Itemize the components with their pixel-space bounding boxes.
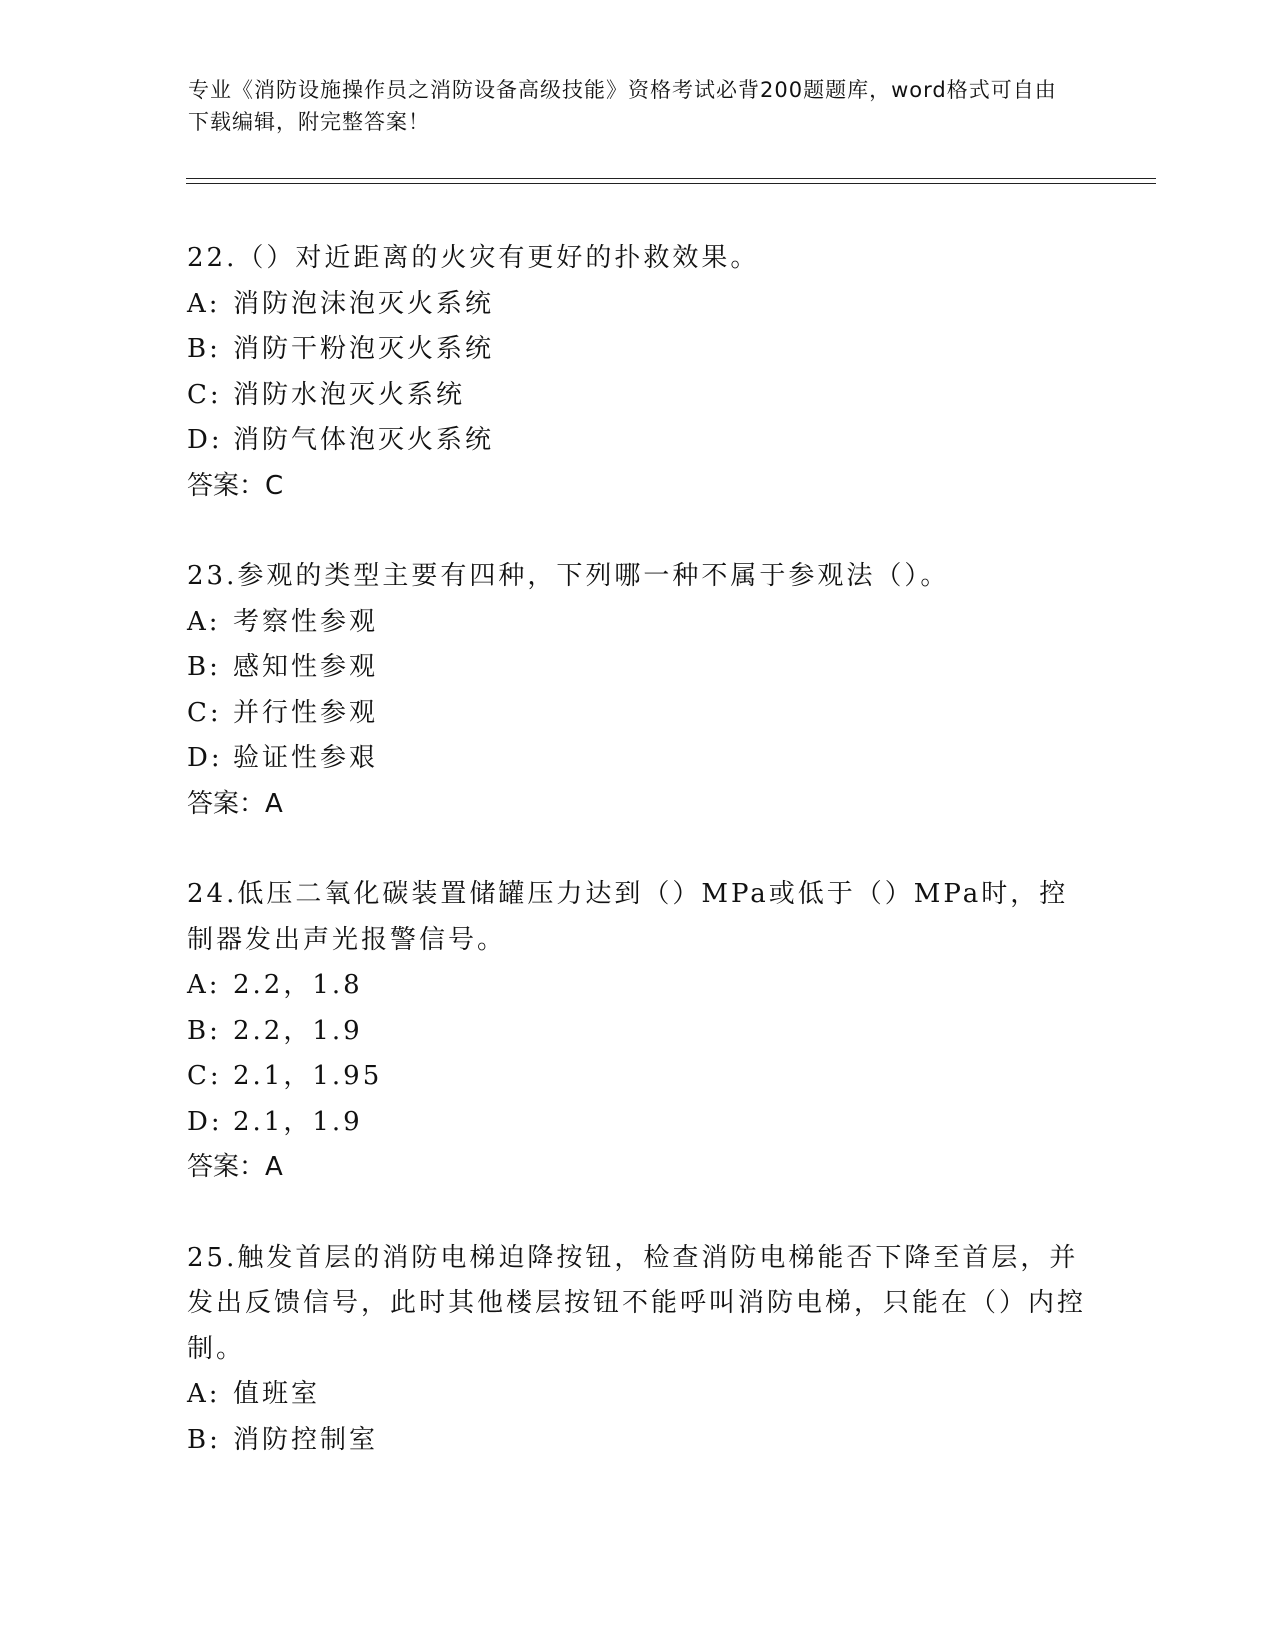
option-letter: B:: [187, 1015, 221, 1046]
option-letter: D:: [187, 1106, 223, 1137]
option-text: 2.2，1.9: [233, 1015, 363, 1046]
option-c: [187, 373, 1087, 419]
option-letter: C:: [187, 1061, 222, 1091]
option-letter: B:: [187, 652, 221, 682]
option-letter: D:: [187, 425, 223, 455]
question-22: [187, 236, 1087, 509]
option-b: [187, 327, 1087, 373]
option-text: 消防泡沫泡灭火系统: [233, 288, 495, 319]
option-letter: A:: [187, 606, 221, 637]
option-a: [187, 1372, 1087, 1418]
question-list: [187, 236, 1087, 1508]
option-letter: A:: [187, 1379, 221, 1409]
option-b: [187, 1418, 1087, 1464]
option-text: 考察性参观: [233, 606, 379, 637]
option-letter: B:: [187, 334, 221, 364]
option-c: [187, 691, 1087, 737]
question-stem: 24.低压二氧化碳装置储罐压力达到（）MPa或低于（）MPa时，控制器发出声光报警信号。: [187, 879, 1069, 955]
option-letter: C:: [187, 697, 222, 728]
option-b: [187, 645, 1087, 691]
option-text: 消防干粉泡灭火系统: [233, 334, 495, 364]
header-divider-bottom: [186, 183, 1156, 184]
question-stem: 25.触发首层的消防电梯迫降按钮，检查消防电梯能否下降至首层，并发出反馈信号，此时其他楼层按钮不能呼叫消防电梯，只能在（）内控制。: [187, 1242, 1087, 1364]
option-text: 并行性参观: [233, 697, 379, 728]
option-text: 验证性参艰: [233, 743, 379, 773]
option-text: 消防水泡灭火系统: [233, 379, 466, 410]
option-a: [187, 963, 1087, 1009]
answer-line: 答案：A: [187, 1152, 283, 1182]
question-stem: 23.参观的类型主要有四种，下列哪一种不属于参观法（）。: [187, 561, 950, 591]
option-text: 2.1，1.95: [233, 1061, 383, 1091]
option-d: [187, 1100, 1087, 1146]
option-a: [187, 282, 1087, 328]
option-letter: A:: [187, 288, 221, 319]
answer-line: 答案：A: [187, 788, 283, 819]
question-23: [187, 554, 1087, 827]
header-divider-top: [186, 178, 1156, 179]
option-d: [187, 418, 1087, 464]
option-letter: C:: [187, 379, 222, 410]
option-c: [187, 1054, 1087, 1100]
option-letter: B:: [187, 1424, 221, 1455]
option-text: 2.2，1.8: [233, 970, 363, 1000]
question-stem: 22.（）对近距离的火灾有更好的扑救效果。: [187, 243, 760, 273]
answer-line: 答案：C: [187, 470, 284, 501]
question-24: [187, 872, 1087, 1191]
option-text: 值班室: [233, 1379, 321, 1409]
option-b: [187, 1009, 1087, 1055]
option-text: 2.1，1.9: [233, 1106, 363, 1137]
question-25: [187, 1236, 1087, 1464]
option-text: 消防控制室: [233, 1424, 379, 1455]
option-a: [187, 600, 1087, 646]
option-letter: A:: [187, 970, 221, 1000]
option-text: 感知性参观: [233, 652, 379, 682]
option-d: [187, 736, 1087, 782]
option-text: 消防气体泡灭火系统: [233, 425, 495, 455]
option-letter: D:: [187, 743, 223, 773]
document-header: 专业《消防设施操作员之消防设备高级技能》资格考试必背200题题库，word格式可自由下载编辑，附完整答案！: [188, 78, 1057, 134]
